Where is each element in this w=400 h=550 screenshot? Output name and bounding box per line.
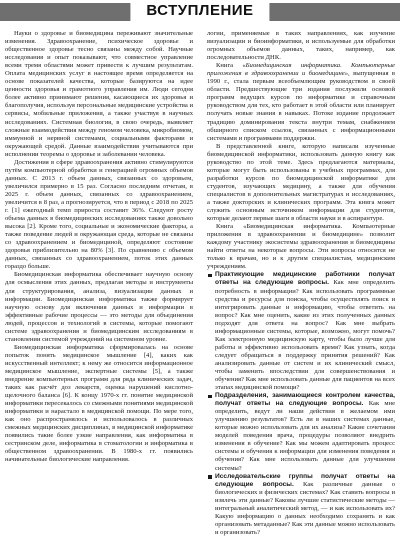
paragraph: Книга «Биомедицинская информатика. Компьютерные приложения в здравоохранении и биомедицине» позволит каждому участнику экосистемы здравоохранения и биомедицины найти ответы на некоторые вопросы. Эти вопросы относятся не только к врачам, но и к другим специалистам, медицинским учреждениям. <box>207 223 395 271</box>
paragraph: Достижения в сфере здравоохранения активно стимулируются путём компьютерной обработки и генерацией огромных объемов данных. С 2013 г. объем данных, связанных со здоровьем, увеличился примерно в 15 раз. Согласно последним отчетам, в 2025 г. объем данных, связанных со здравоохранением, увеличится в 8 раз, а прогнозируется, что в период с 2018 по 2025 г. [1] ежегодный темп прироста составит 36%. Следуют росту объема данных в биомедицинских исследованиях также довольно высока [2]. Кроме того, социальные и экономические факторы, а также поведение людей и окружающая среда, которые не связаны со здравоохранением и биомедициной, определяют состояние здоровья приблизительно на 80% [3]. По сравнению с объемом данных, связанных со здравоохранением, поток этих данных гораздо больше. <box>5 158 193 271</box>
text-run: », выпущенная в 1990 г., стала первым всеобъемлющим руководством в своей области. Предшествующие три издания послужили основой программ ведущих курсов по информатике и справочным руководством для тех, кто работает в этой области или планирует получать новые знания в навыках. Потоке издание продолжает традицию доминирования текста внутри темам, снабжением обширного списком ссылок, связанных с информационными системами и программами поддержки. <box>207 70 395 142</box>
bullet-item <box>207 473 395 537</box>
paragraph: Биомедицинская информатика сформировалась на основе попыток понять медицинское мышление [4], каких как искусственный интеллект; к нему же относится информационное медицинское мышление, экспертные системы [5], а также внедрение компьютерных программ для ряда клинических задач, таких как расчёт доз лекарств, оценка нарушений кислотно-щелочного баланса [6]. К концу 1970-х гг. понятие медицинской информатики пересекалось со смежными понятиями медицинской информатики и нарастало в медицинской помощи. По мере того, как оно распространялось и использовалось в различных смежных медицинских дисциплинах, в медицинской информатике появились такие более узкие направления, как информатика в сестринском деле, информатика в стоматологии и информатика в общественном здравоохранении. В 1980-х гг. появились начинательные биологические направления. <box>5 343 193 464</box>
bullet-text: Как мне определить, ведут ли наши действия в желаемом ими улучшению результатов? Есть ли в наших системах данные, которые можно использовать для их анализа? Какие сочетания моделей поведения врача, процедуры позволяют внедрить изменения в обучение? Как мы можем адаптировать процесс системы и обучения к информации для изменения поведения и обучения? Как мне использовать данные для улучшения системы? <box>215 400 395 472</box>
bullet-item <box>207 392 395 472</box>
bullet-text: Как различные данные о биологических и физических системах? Как ставить вопросы и извлечь эти данные? Каковы лучшие статистические методы — интегральный аналитический метод, — и как использовать их? Какую информацию о данных необходимо сохранять и как организовать метаданные? Как эти данные можно использовать и организовать? <box>215 480 395 536</box>
paragraph-book-title <box>207 62 395 142</box>
bullet-list <box>207 271 395 537</box>
paragraph-continued: логии, применяемые в таких направлениях, как изучение визуализации и биоинформатики, и используемые для обработки огромных объемов данных, таких, например, как последовательности ДНК. <box>207 30 395 62</box>
section-title: ВСТУПЛЕНИЕ <box>130 0 269 22</box>
bullet-lead: Исследовательские группы получат ответы на следующие вопросы. <box>215 472 395 488</box>
left-column <box>5 30 193 546</box>
section-header <box>0 0 400 28</box>
bullet-text: Как мне определить потребность в информации? Как использовать программные средства и ресурсы для поиска, чтобы осуществлять поиск и интегрировать данные и информацию, чтобы ответить на вопрос? Как мне оценить, какие из этих полученных данных подходят для ответа на вопрос? Как мне выбрать информационные системы, которые, возможно, могут помочь? Как электронную медицинскую карту, чтобы было лучше для работы и эффективно использовать время? Как узнать, когда следует обращаться в поддержку принятия решений? Как анализировать данные от систем и их клинический смысл, чтобы заменить впоследствии для совершенствования и обучения? Как мне использовать данные для пациентов на всех этапах медицинской помощи? <box>215 279 395 392</box>
bullet-lead: Подразделения, занимающиеся контролем качества, получат ответы на следующие вопросы. <box>215 392 395 408</box>
book-title-italic: Биомедицинская информатика. Компьютерные приложения в здравоохранении и биомедицине <box>207 62 395 78</box>
paragraph: Биомедицинская информатика обеспечивает научную основу для осмысления этих данных, предлагая методы и инструменты для структурирования, анализа, визуализации данных и информации. Биомедицинская информатика также формирует научную основу для включения данных и информации в эффективные рабочие процессы — это методы для объединения людей, процессов и технологий в системы, которые помогают системе здравоохранения и биомедицинским исследованиям в становлении системой учреждений на системном уровне. <box>5 271 193 343</box>
paragraph: В представленной книге, которую написали изученные биомедицинской информатики, использовать данную книгу как руководство по этой теме. Здесь предлагаются материалы, которые могут быть использованы в учебных программах, для разработки курсов по биомедицинской информатике для студентов, изучающих медицину, а также для обучения специалистов в дополнительных магистратурах и исследованиях, а также докторских и клинических программ. Эта книга может служить основным источником информации для студентов, которые делают первые шаги в области науки и в аспирантуре. <box>207 142 395 223</box>
text-run: Книга « <box>216 62 246 70</box>
bullet-item <box>207 271 395 392</box>
bullet-lead: Практикующие медицинские работники получат ответы на следующие вопросы. <box>215 271 395 287</box>
right-column <box>207 30 395 546</box>
paragraph: Науки о здоровье и биомедицина переживают значительные изменения. Здравоохранение, психическое здоровье и общественное здоровье тесно связаны между собой. Научные исследования и опыт показывают, что совместное управление всеми тремя областями может привести к лучшим результатам. Оплата медицинских услуг в настоящее время определяется на основе показателей качества, которые базируются на идее ценности здоровья и грамотного управления им. Люди сегодня более активно принимают решения, касающиеся их здоровья и благополучия, используя персональные медицинские устройства и сервисы, мобильные приложения, а также участвуя в научных исследованиях. Системная биология, в свою очередь, выявляет сложные взаимодействия между геномом человека, микробиомом, иммунной и нервной системами, социальными факторами и окружающей средой. Данные взаимодействия учитываются при исполнении теоремы о здоровье и заболевании человека. <box>5 30 193 158</box>
